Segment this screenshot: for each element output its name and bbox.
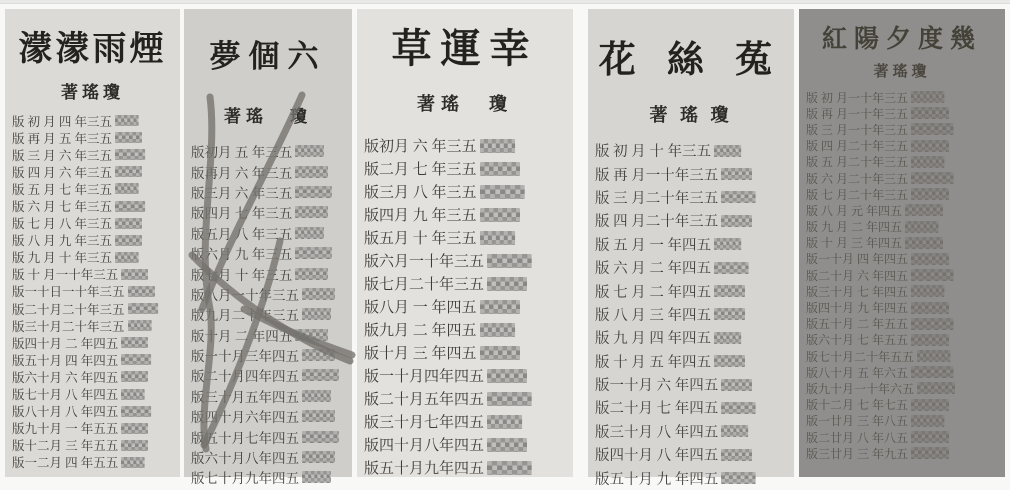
censored-pixelated-block [911,447,949,459]
edition-row [191,141,352,161]
edition-row [595,303,794,326]
edition-row [191,365,352,385]
edition-row [12,300,180,317]
edition-text: 版 八 月 三 年四五 [595,307,711,324]
censored-pixelated-block [115,132,142,143]
edition-text: 版三十月七年四五 [364,415,485,431]
censored-pixelated-block [905,221,938,233]
edition-row [12,437,180,454]
edition-text: 版十月 二 年四五 [191,328,293,344]
censored-pixelated-block [911,107,949,119]
book-title: 夢個六 [209,39,327,74]
book-panel-ji-du-xi-yang-hong [799,9,1005,477]
censored-pixelated-block [115,252,139,263]
edition-row [806,219,1005,235]
censored-pixelated-block [721,472,756,484]
edition-row [12,351,180,368]
censored-pixelated-block [295,329,328,341]
edition-text: 版一十月 六 年四五 [595,378,719,395]
book-title: 紅陽夕度幾 [821,26,982,53]
censored-pixelated-block [487,438,527,452]
edition-text: 版 三 月 六 年三五 [12,148,113,163]
edition-text: 版 再 月一十年三五 [806,106,909,121]
edition-row [12,454,180,471]
edition-row [806,445,1005,461]
edition-row [12,283,180,300]
edition-text: 版二十月二十年三五 [12,302,125,317]
edition-row [12,403,180,420]
edition-text: 版二十月五年四五 [364,392,485,408]
edition-text: 版一十日一十年三五 [12,285,125,300]
edition-row [191,223,352,243]
edition-row [806,170,1005,186]
censored-pixelated-block [911,140,949,152]
edition-text: 版六十月八年四五 [191,451,299,467]
edition-text: 版三十月 七 年四五 [806,284,909,299]
edition-text: 版五月 八 年三五 [191,226,293,242]
censored-pixelated-block [911,156,944,168]
censored-pixelated-block [295,227,324,239]
author-line: 著 瑤 瓊 [649,105,733,125]
edition-row [364,433,573,456]
edition-text: 版十二月 七 年七五 [806,398,909,413]
edition-text: 版 十 月一十年三五 [12,268,119,283]
censored-pixelated-block [721,215,752,227]
edition-row [364,180,573,203]
censored-pixelated-block [121,337,148,348]
edition-row [364,226,573,249]
edition-text: 版七十月九年四五 [191,471,299,487]
edition-text: 版八月一十年三五 [191,287,299,303]
edition-row [364,456,573,479]
edition-row [191,161,352,181]
edition-row [806,154,1005,170]
censored-pixelated-block [115,115,139,126]
edition-row [595,162,794,185]
edition-text: 版 七 月 二 年四五 [595,284,711,301]
edition-text: 版五十月九年四五 [364,461,485,477]
edition-text: 版三月 六 年三五 [191,185,293,201]
edition-text: 版八十月 八 年四五 [12,405,119,420]
censored-pixelated-block [911,172,954,184]
edition-row [191,345,352,365]
book-title: 草運幸 [391,26,539,71]
edition-row [12,180,180,197]
edition-row [806,299,1005,315]
edition-row [364,272,573,295]
edition-row [595,186,794,209]
censored-pixelated-block [302,349,335,361]
edition-text: 版 四 月二十年三五 [806,139,909,154]
edition-row [595,139,794,162]
edition-row [364,295,573,318]
edition-row [191,182,352,202]
edition-row [595,326,794,349]
censored-pixelated-block [714,308,745,320]
censored-pixelated-block [295,206,328,218]
edition-text: 版三十月 八 年四五 [595,424,719,441]
censored-pixelated-block [115,235,142,246]
censored-pixelated-block [721,191,756,203]
censored-pixelated-block [714,285,745,297]
edition-text: 版四十月 八 年四五 [595,448,719,465]
censored-pixelated-block [302,410,335,422]
book-panel-xing-yun-cao [357,9,573,477]
edition-text: 版 再 月 五 年三五 [12,131,113,146]
edition-text: 版 三 月二十年三五 [595,190,719,207]
edition-row [191,406,352,426]
edition-row [806,348,1005,364]
edition-row [12,334,180,351]
edition-row [12,112,180,129]
edition-text: 版二月 七 年三五 [364,162,477,178]
edition-text: 版 四 月 六 年三五 [12,165,113,180]
edition-list [184,141,352,488]
edition-row [191,304,352,324]
edition-row [806,397,1005,413]
censored-pixelated-block [121,389,145,400]
edition-row [364,364,573,387]
edition-text: 版 六 月 七 年三五 [12,200,113,215]
censored-pixelated-block [115,183,139,194]
edition-row [595,209,794,232]
censored-pixelated-block [911,253,949,265]
censored-pixelated-block [714,145,741,157]
author-line: 著瑤瓊 [61,83,124,102]
edition-text: 版八十月 五 年六五 [806,365,909,380]
edition-row [12,317,180,334]
edition-row [12,129,180,146]
censored-pixelated-block [480,208,520,222]
edition-row [806,267,1005,283]
edition-text: 版 十 月 三 年四五 [806,236,903,251]
edition-text: 版六月一十年三五 [364,254,485,270]
censored-pixelated-block [917,350,950,362]
edition-text: 版 七 月二十年三五 [806,187,909,202]
edition-text: 版四月 九 年三五 [364,208,477,224]
edition-text: 版四月 七 年三五 [191,206,293,222]
edition-text: 版六十月 七 年五五 [806,333,909,348]
censored-pixelated-block [295,186,332,198]
edition-row [12,215,180,232]
edition-text: 版九月二十年三五 [191,308,299,324]
censored-pixelated-block [487,369,527,383]
censored-pixelated-block [911,431,949,443]
edition-row [806,251,1005,267]
edition-row [12,232,180,249]
edition-row [595,396,794,419]
book-panel-liu-ge-meng [184,9,352,487]
edition-row [595,373,794,396]
edition-text: 版 四 月二十年三五 [595,214,719,231]
book-panel-tu-si-hua [588,9,794,488]
censored-pixelated-block [302,451,335,463]
edition-text: 版 十 月 五 年四五 [595,354,711,371]
censored-pixelated-block [714,332,741,344]
edition-text: 版一二月 四 年五五 [12,456,119,471]
edition-row [191,325,352,345]
edition-text: 版十月 三 年四五 [364,346,477,362]
edition-text: 版 九 月 四 年四五 [595,331,711,348]
author-line: 著瑤瓊 [873,64,931,80]
censored-pixelated-block [487,392,532,406]
censored-pixelated-block [911,415,944,427]
edition-row [364,318,573,341]
book-title: 濛濛雨煙 [18,31,167,68]
edition-text: 版一十月四年四五 [364,369,485,385]
edition-row [12,266,180,283]
edition-row [191,284,352,304]
edition-text: 版再月 六 年三五 [191,165,293,181]
edition-row [12,368,180,385]
edition-text: 版九十月一十年六五 [806,381,915,396]
censored-pixelated-block [128,303,158,314]
censored-pixelated-block [911,91,944,103]
censored-pixelated-block [911,123,954,135]
censored-pixelated-block [302,308,331,320]
edition-text: 版一廿月 三 年八五 [806,414,909,429]
edition-text: 版 八 月 九 年三五 [12,234,113,249]
edition-text: 版 六 月二十年三五 [806,171,909,186]
edition-row [806,429,1005,445]
edition-row [364,157,573,180]
censored-pixelated-block [911,399,949,411]
edition-row [191,426,352,446]
edition-row [806,283,1005,299]
edition-row [806,364,1005,380]
edition-row [191,243,352,263]
edition-text: 版三十月二十年三五 [12,319,125,334]
edition-text: 版三月 八 年三五 [364,185,477,201]
censored-pixelated-block [911,334,949,346]
edition-list [357,134,573,479]
edition-text: 版一十月 四 年四五 [806,252,909,267]
edition-list [799,89,1005,461]
edition-text: 版二十月 六 年四五 [806,268,909,283]
censored-pixelated-block [128,320,152,331]
edition-text: 版 九 月 二 年四五 [806,220,903,235]
scan-edge [0,0,1010,4]
edition-list [5,112,180,471]
censored-pixelated-block [480,185,525,199]
edition-text: 版五十月 二 年五五 [806,317,909,332]
edition-row [12,197,180,214]
edition-text: 版初月 六 年三五 [364,139,477,155]
edition-text: 版三十月五年四五 [191,389,299,405]
censored-pixelated-block [115,149,145,160]
censored-pixelated-block [487,461,532,475]
edition-row [806,105,1005,121]
edition-text: 版七十月二十年五五 [806,349,915,364]
edition-text: 版 九 月 十 年三五 [12,251,113,266]
edition-text: 版四十月八年四五 [364,438,485,454]
censored-pixelated-block [721,402,756,414]
censored-pixelated-block [121,440,148,451]
censored-pixelated-block [121,457,145,468]
edition-text: 版八月 一 年四五 [364,300,477,316]
censored-pixelated-block [295,145,324,157]
censored-pixelated-block [911,302,949,314]
edition-row [12,146,180,163]
edition-text: 版五十月 九 年四五 [595,471,719,488]
censored-pixelated-block [911,269,954,281]
edition-text: 版六十月 六 年四五 [12,370,119,385]
edition-row [191,467,352,487]
censored-pixelated-block [721,168,752,180]
edition-row [806,121,1005,137]
edition-text: 版 初 月 四 年三五 [12,114,113,129]
censored-pixelated-block [487,415,522,429]
book-title: 花 絲 菟 [598,40,784,81]
edition-text: 版一十月三年四五 [191,349,299,365]
edition-row [191,202,352,222]
edition-text: 版四十月六年四五 [191,410,299,426]
edition-row [806,380,1005,396]
censored-pixelated-block [911,366,954,378]
censored-pixelated-block [487,254,532,268]
edition-row [806,89,1005,105]
censored-pixelated-block [480,162,520,176]
edition-text: 版二廿月 八 年八五 [806,430,909,445]
edition-text: 版五十月 四 年四五 [12,353,119,368]
censored-pixelated-block [480,231,515,245]
censored-pixelated-block [721,425,748,437]
edition-row [12,249,180,266]
edition-text: 版二十月四年四五 [191,369,299,385]
edition-row [364,134,573,157]
censored-pixelated-block [911,188,949,200]
edition-row [595,350,794,373]
censored-pixelated-block [480,300,520,314]
book-panel-yan-yu-meng-meng [5,9,180,477]
author-line: 著瑤 瓊 [417,94,513,114]
edition-row [806,332,1005,348]
edition-text: 版五月 十 年三五 [364,231,477,247]
censored-pixelated-block [295,247,332,259]
edition-row [806,413,1005,429]
censored-pixelated-block [121,354,151,365]
edition-text: 版十二月 三 年五五 [12,439,119,454]
censored-pixelated-block [480,346,520,360]
edition-row [191,263,352,283]
edition-row [595,420,794,443]
edition-text: 版九十月 一 年五五 [12,422,119,437]
edition-row [364,341,573,364]
censored-pixelated-block [295,268,328,280]
censored-pixelated-block [295,166,328,178]
censored-pixelated-block [302,288,335,300]
edition-row [364,410,573,433]
edition-text: 版五十月七年四五 [191,430,299,446]
edition-row [595,443,794,466]
edition-text: 版 再 月一十年三五 [595,167,719,184]
edition-row [364,387,573,410]
edition-row [806,138,1005,154]
edition-row [364,203,573,226]
edition-text: 版四十月 二 年四五 [12,336,119,351]
censored-pixelated-block [911,285,944,297]
censored-pixelated-block [121,406,151,417]
censored-pixelated-block [480,323,515,337]
edition-row [806,235,1005,251]
edition-row [12,163,180,180]
edition-list [588,139,794,490]
edition-text: 版 七 月 八 年三五 [12,217,113,232]
censored-pixelated-block [115,166,142,177]
censored-pixelated-block [121,371,148,382]
censored-pixelated-block [115,218,142,229]
edition-text: 版 五 月 一 年四五 [595,237,711,254]
edition-row [595,233,794,256]
censored-pixelated-block [302,471,331,483]
edition-text: 版 初 月一十年三五 [806,90,909,105]
censored-pixelated-block [721,379,752,391]
edition-row [806,186,1005,202]
edition-text: 版七十月 八 年四五 [12,388,119,403]
edition-text: 版 六 月 二 年四五 [595,261,711,278]
censored-pixelated-block [128,286,155,297]
edition-row [806,202,1005,218]
censored-pixelated-block [714,355,745,367]
censored-pixelated-block [302,390,331,402]
edition-row [595,256,794,279]
edition-text: 版七月二十年三五 [364,277,485,293]
edition-text: 版 八 月 元 年四五 [806,203,903,218]
edition-text: 版七月 十 年三五 [191,267,293,283]
edition-row [806,316,1005,332]
censored-pixelated-block [302,431,339,443]
censored-pixelated-block [302,369,339,381]
censored-pixelated-block [480,139,515,153]
censored-pixelated-block [905,204,943,216]
edition-row [191,447,352,467]
edition-row [595,466,794,489]
edition-text: 版六月 九 年三五 [191,247,293,263]
censored-pixelated-block [917,382,955,394]
edition-text: 版三廿月 三 年九五 [806,446,909,461]
edition-text: 版二十月 七 年四五 [595,401,719,418]
censored-pixelated-block [714,238,741,250]
edition-row [595,279,794,302]
edition-row [12,420,180,437]
censored-pixelated-block [714,262,749,274]
censored-pixelated-block [121,423,148,434]
edition-row [364,249,573,272]
edition-text: 版 初 月 十 年三五 [595,144,711,161]
edition-text: 版九月 二 年四五 [364,323,477,339]
censored-pixelated-block [911,318,954,330]
censored-pixelated-block [905,237,943,249]
edition-row [191,386,352,406]
censored-pixelated-block [121,269,148,280]
edition-text: 版 五 月二十年三五 [806,155,909,170]
edition-text: 版初月 五 年三五 [191,145,293,161]
censored-pixelated-block [487,277,527,291]
edition-row [12,386,180,403]
edition-text: 版 五 月 七 年三五 [12,182,113,197]
edition-text: 版四十月 九 年四五 [806,301,909,316]
censored-pixelated-block [115,201,145,212]
author-line: 著瑤 瓊 [224,107,312,126]
edition-text: 版 三 月一十年三五 [806,122,909,137]
censored-pixelated-block [721,449,752,461]
